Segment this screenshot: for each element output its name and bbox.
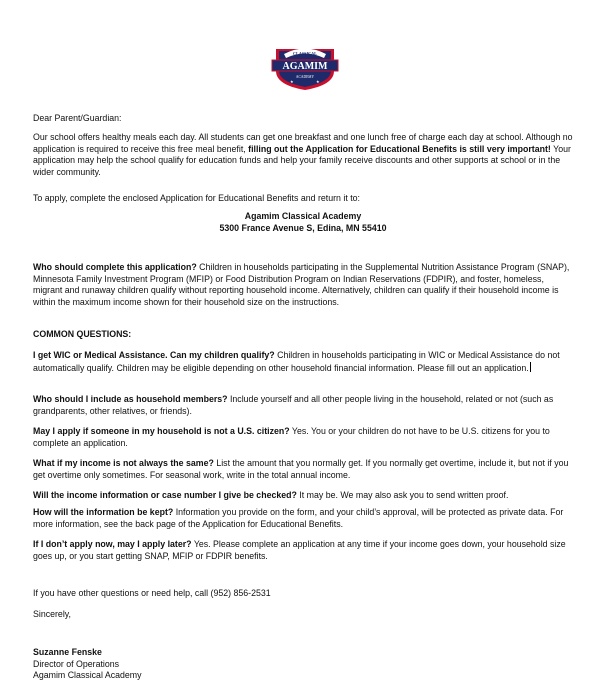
logo-bottom-text: ACADEMY: [295, 75, 315, 79]
school-logo: [270, 41, 340, 91]
signature-block: [33, 647, 142, 682]
star-icon: ★: [290, 79, 294, 84]
closing: Sincerely,: [33, 609, 71, 619]
logo-arc-text: CLASSICAL: [293, 51, 317, 56]
greeting: Dear Parent/Guardian:: [33, 113, 122, 123]
apply-instruction: To apply, complete the enclosed Application for Educational Benefits and return it to:: [33, 193, 360, 203]
intro-emphasis: filling out the Application for Educational Benefits is still very important!: [248, 143, 551, 154]
common-questions-heading: COMMON QUESTIONS:: [33, 329, 132, 339]
star-icon: ★: [316, 79, 320, 84]
signer-org: Agamim Classical Academy: [33, 670, 142, 681]
address-line-1: Agamim Classical Academy: [244, 211, 362, 221]
faq-item: I get WIC or Medical Assistance. Can my children qualify? Children in households participating in WIC or Medical Assistance do not automatically qualify. Children may be eligible depending on other household financial information. Please fill out an application.: [33, 350, 560, 373]
signer-name: Suzanne Fenske: [33, 647, 102, 657]
faq-item: If I don’t apply now, may I apply later? Yes. Please complete an application at any time if your income goes down, your household size goes up, or you start getting SNAP, MFIP or FDPIR benefits.: [33, 539, 566, 561]
address-line-2: 5300 France Avenue S, Edina, MN 55410: [219, 222, 387, 233]
intro-paragraph: Our school offers healthy meals each day. All students can get one breakfast and one lunch free of charge each day at school. Although no application is required to receive this free meal benefit, filling out the Application for Educational Benefits is still very important! Your application may help the school qualify for education funds and help your family receive discounts and other supports at school or in the wider community.: [33, 132, 573, 177]
text-cursor: [530, 362, 531, 372]
faq-item: Will the income information or case number I give be checked? It may be. We may also ask you to send written proof.: [33, 490, 509, 500]
faq-item: What if my income is not always the same? List the amount that you normally get. If you normally get overtime, include it, but not if you get overtime only sometimes. For seasonal work, write in the total annual income.: [33, 458, 569, 480]
signer-title: Director of Operations: [33, 658, 120, 669]
faq-item: Who should I include as household members? Include yourself and all other people living in the household, related or not (such as grandparents, other relatives, or friends).: [33, 394, 554, 416]
help-line: If you have other questions or need help, call (952) 856-2531: [33, 588, 271, 598]
who-paragraph: Who should complete this application? Children in households participating in the Supplemental Nutrition Assistance Program (SNAP), Minnesota Family Investment Program (MFIP) or Food Distribution Program on Indian Reservations (FDPIR), and foster, homeless, migrant and runaway children qualify without reporting household income. Alternatively, children can qualify if their household income is within the maximum income shown for their household size on the instructions.: [33, 262, 570, 307]
who-question: Who should complete this application?: [33, 262, 197, 272]
faq-item: How will the information be kept? Information you provide on the form, and your child’s approval, will be protected as private data. For more information, see the back page of the Application for Educational Benefits.: [33, 507, 564, 529]
logo-name: AGAMIM: [282, 61, 328, 72]
faq-item: May I apply if someone in my household is not a U.S. citizen? Yes. You or your children do not have to be U.S. citizens for you to complete an application.: [33, 426, 550, 448]
return-address: [33, 211, 573, 234]
